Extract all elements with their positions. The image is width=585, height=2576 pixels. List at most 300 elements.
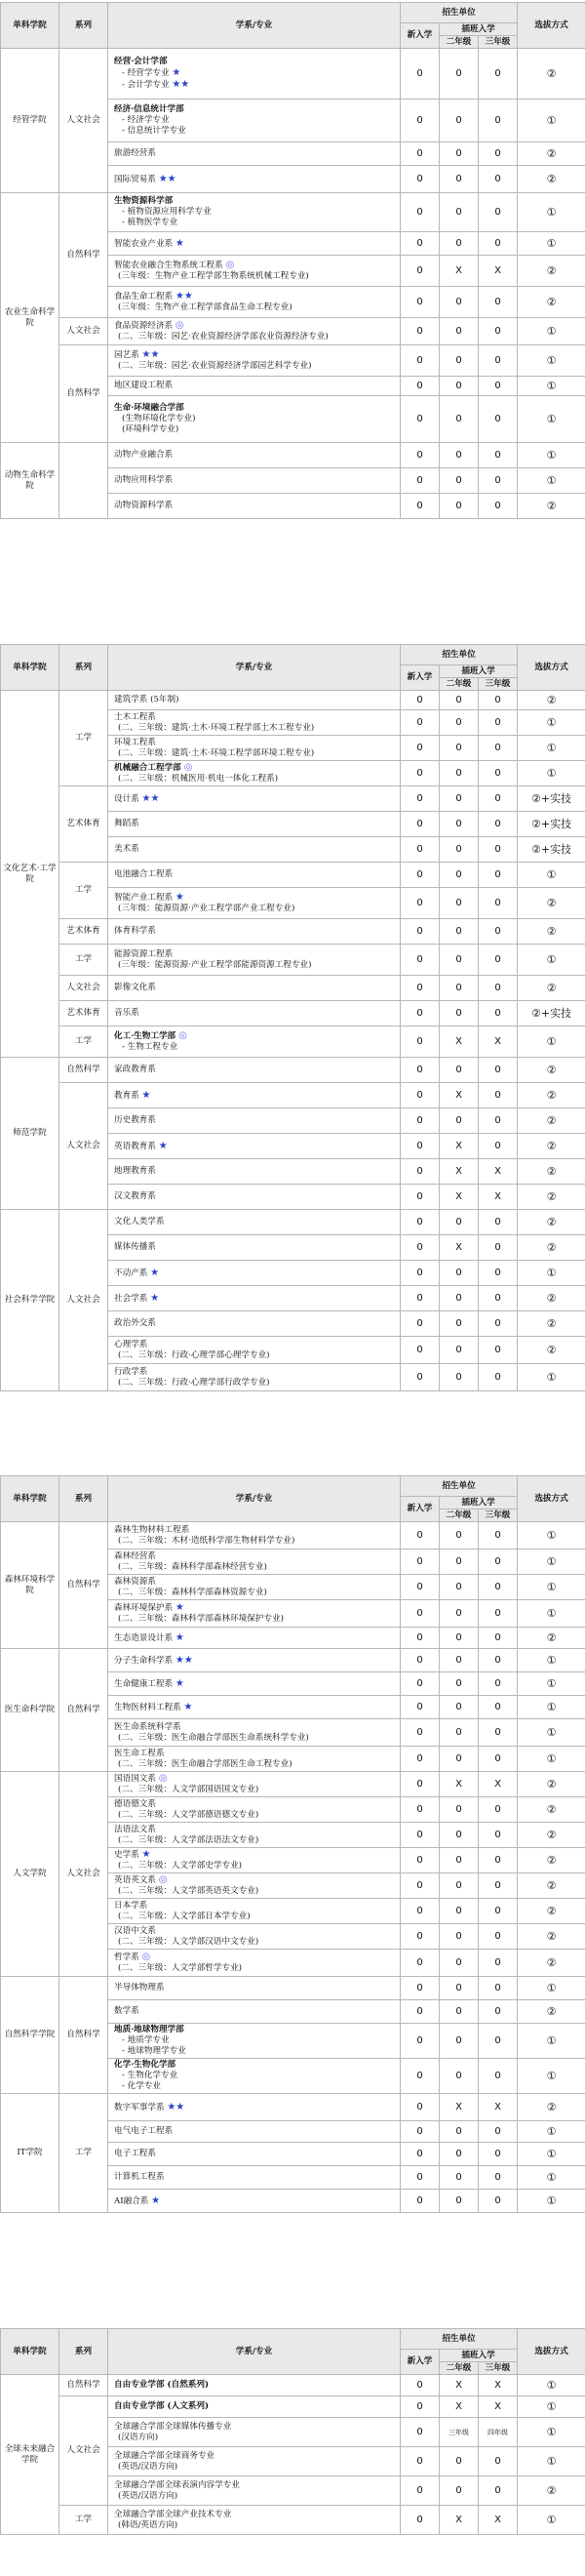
new-entry-value: 0: [401, 287, 440, 318]
school-header: 单科学院: [1, 645, 59, 691]
year2-value: X: [440, 2375, 479, 2396]
new-entry-value: 0: [401, 2166, 440, 2190]
new-entry-header: 新入学: [401, 1497, 440, 1522]
dept-name: [114, 2380, 397, 2391]
dept-cell: [108, 837, 401, 863]
table-row: [1, 2506, 585, 2535]
selection-method: ①: [518, 232, 585, 256]
dept-title: 英语教育系: [114, 1141, 156, 1151]
dept-title: 地理教育系: [114, 1166, 156, 1176]
dept-cell: [108, 1772, 401, 1797]
dept-cell: [108, 1083, 401, 1108]
selection-method: ①: [518, 2190, 585, 2213]
dept-title: 生态造景设计系: [114, 1632, 174, 1643]
admission-table-1: [0, 2, 585, 519]
year3-value: 0: [479, 494, 518, 519]
dept-cell: [108, 1672, 401, 1696]
year2-value: 0: [440, 1977, 479, 2000]
major-line: [114, 2071, 397, 2081]
new-entry-value: 0: [401, 2476, 440, 2506]
dept-cell: [108, 1134, 401, 1159]
year3-value: 0: [479, 1575, 518, 1600]
dept-cell: [108, 2094, 401, 2121]
star-icon: ★: [175, 892, 184, 903]
series-cell: 人文社会: [59, 976, 108, 1001]
major-name: (环境科学专业): [122, 424, 179, 434]
star-icon: ★: [141, 1089, 151, 1101]
dept-name: [114, 1722, 397, 1733]
new-entry-value: 0: [401, 691, 440, 710]
year2-value: X: [440, 1026, 479, 1058]
school-cell: 动物生命科学院: [1, 443, 59, 519]
year2-value: 0: [440, 736, 479, 761]
major-name: - 信息统计学专业: [122, 126, 186, 136]
selection-method: ②: [518, 1108, 585, 1134]
major-line: [114, 115, 397, 126]
dept-title: 电气电子工程系: [114, 2126, 174, 2136]
new-entry-value: 0: [401, 2000, 440, 2024]
year2-value: 0: [440, 2059, 479, 2094]
dept-title: AI融合系: [114, 2195, 149, 2206]
dept-name: [114, 104, 397, 115]
year3-value: 0: [479, 1522, 518, 1550]
double-star-icon: ★★: [141, 792, 160, 804]
year3-value: 四年级: [479, 2418, 518, 2447]
dept-title: 能源资源工程系: [114, 948, 174, 959]
dept-cell: [108, 1848, 401, 1873]
dept-title: 半导体物理系: [114, 1983, 165, 1992]
year3-value: 0: [479, 1747, 518, 1772]
dept-cell: [108, 318, 401, 345]
dept-title: 汉文教育系: [114, 1191, 156, 1201]
year3-value: 0: [479, 1848, 518, 1873]
dept-title: 法语法文系: [114, 1824, 156, 1834]
dept-title: 经营·会计学部: [114, 57, 168, 66]
new-entry-value: 0: [401, 377, 440, 396]
dept-cell: [108, 1364, 401, 1391]
dept-cell: [108, 1977, 401, 2000]
year3-value: X: [479, 2506, 518, 2535]
dept-note: (二、三年级：医生命融合学部医生命工程专业): [118, 1758, 292, 1769]
dept-title: 医生命工程系: [114, 1748, 165, 1758]
year3-value: 0: [479, 100, 518, 142]
star-icon: ★: [151, 2194, 161, 2206]
selection-method: ②: [518, 888, 585, 919]
dept-cell: [108, 396, 401, 443]
dept-cell: [108, 2143, 401, 2166]
selection-method: ①: [518, 2447, 585, 2476]
series-header: 系列: [59, 2329, 108, 2375]
dept-title: 动物应用科学系: [114, 475, 174, 485]
dept-name: [114, 1799, 397, 1810]
year3-value: 0: [479, 345, 518, 377]
year3-value: 0: [479, 2024, 518, 2059]
year2-value: 0: [440, 468, 479, 494]
dept-title: 哲学系: [114, 1952, 139, 1962]
year2-value: 0: [440, 691, 479, 710]
table-row: [1, 345, 585, 377]
star-icon: ★: [175, 1602, 184, 1613]
new-entry-value: 0: [401, 1797, 440, 1823]
new-entry-value: 0: [401, 256, 440, 287]
dept-name: [114, 1926, 397, 1937]
dept-cell: [108, 736, 401, 761]
year3-value: 0: [479, 142, 518, 166]
selection-method: ①: [518, 377, 585, 396]
transfer-header: 插班入学: [440, 2350, 518, 2362]
new-entry-header: 新入学: [401, 665, 440, 691]
table-row: [1, 2375, 585, 2396]
year3-value: X: [479, 2396, 518, 2418]
year3-value: X: [479, 1026, 518, 1058]
year2-value: X: [440, 1134, 479, 1159]
year2-value: 0: [440, 1719, 479, 1747]
dept-cell: [108, 1026, 401, 1058]
selection-method: ②: [518, 1210, 585, 1235]
dept-name: [114, 1551, 397, 1562]
series-header: 系列: [59, 645, 108, 691]
dept-name: [114, 793, 397, 805]
dept-name: [114, 381, 397, 391]
dept-name: [114, 2025, 397, 2035]
year3-value: 0: [479, 318, 518, 345]
dept-title: 自由专业学部 (人文系列): [114, 2401, 210, 2411]
selection-method: ②: [518, 2094, 585, 2121]
new-entry-value: 0: [401, 1001, 440, 1026]
double-star-icon: ★★: [167, 2101, 185, 2113]
new-entry-value: 0: [401, 1235, 440, 1261]
table-row: [1, 919, 585, 945]
major-name: - 经营学专业: [122, 68, 170, 78]
dept-name: [114, 1293, 397, 1305]
year3-value: 0: [479, 945, 518, 976]
year2-value: 0: [440, 318, 479, 345]
selection-method: ①: [518, 710, 585, 736]
selection-method: ①: [518, 1672, 585, 1696]
major-line: [114, 207, 397, 218]
year2-value: 0: [440, 142, 479, 166]
new-entry-value: 0: [401, 1311, 440, 1337]
table-row: [1, 193, 585, 232]
year2-value: 0: [440, 166, 479, 193]
dept-header: 学系/专业: [108, 645, 401, 691]
new-entry-value: 0: [401, 1210, 440, 1235]
dept-title: 历史教育系: [114, 1115, 156, 1125]
table-row: [1, 1083, 585, 1108]
dept-name: [114, 57, 397, 67]
dept-note: (汉语方向): [118, 2432, 159, 2442]
dept-name: [114, 1268, 397, 1279]
year2-header: 二年级: [440, 1509, 479, 1522]
dept-title: 美术系: [114, 844, 139, 854]
year3-value: 0: [479, 1550, 518, 1575]
year2-value: X: [440, 1185, 479, 1210]
dept-name: [114, 1952, 397, 1963]
year2-value: 0: [440, 761, 479, 786]
dept-title: 动物资源科学系: [114, 501, 174, 510]
dept-name: [114, 1702, 397, 1713]
major-line: [114, 424, 397, 435]
dept-name: [114, 2401, 397, 2412]
dept-name: [114, 2149, 397, 2159]
dept-cell: [108, 761, 401, 786]
dept-note: (二、三年级：建筑·土木·环境工程学部土木工程专业): [118, 722, 315, 733]
year2-value: 0: [440, 1823, 479, 1848]
new-entry-value: 0: [401, 1108, 440, 1134]
year2-value: X: [440, 1159, 479, 1185]
star-icon: ★: [158, 1140, 168, 1151]
dept-header: 学系/专业: [108, 3, 401, 49]
dept-name: [114, 1008, 397, 1019]
dept-cell: [108, 919, 401, 945]
selection-method: ②: [518, 1083, 585, 1108]
year3-value: 0: [479, 2143, 518, 2166]
year2-header: 二年级: [440, 2362, 479, 2375]
year3-value: 0: [479, 1337, 518, 1364]
year2-value: 0: [440, 1672, 479, 1696]
new-entry-value: 0: [401, 2396, 440, 2418]
major-line: [114, 2046, 397, 2057]
year3-value: 0: [479, 1108, 518, 1134]
year2-value: 0: [440, 2121, 479, 2143]
dept-cell: [108, 1235, 401, 1261]
dept-title: 生命健康工程系: [114, 1678, 174, 1689]
new-entry-value: 0: [401, 345, 440, 377]
new-entry-value: 0: [401, 1185, 440, 1210]
dept-cell: [108, 1924, 401, 1950]
major-name: - 地质学专业: [122, 2035, 170, 2045]
dept-note: (二、三年级：机械医用·机电一体化工程系): [118, 774, 279, 784]
new-entry-value: 0: [401, 193, 440, 232]
dept-title: 建筑学系 (5年制): [114, 695, 179, 704]
major-name: - 生物工程专业: [122, 1042, 178, 1052]
year2-value: 0: [440, 1600, 479, 1628]
new-entry-value: 0: [401, 1924, 440, 1950]
year2-value: 0: [440, 863, 479, 888]
circle-badge-icon: ◎: [175, 320, 184, 331]
dept-title: 森林经营系: [114, 1550, 156, 1561]
series-cell: 自然科学: [59, 345, 108, 443]
table-row: [1, 49, 585, 100]
year2-header: 二年级: [440, 678, 479, 691]
year2-value: 0: [440, 1899, 479, 1924]
new-entry-value: 0: [401, 2094, 440, 2121]
dept-cell: [108, 1696, 401, 1719]
new-entry-value: 0: [401, 494, 440, 519]
new-entry-value: 0: [401, 2190, 440, 2213]
year2-value: 0: [440, 287, 479, 318]
dept-title: 地区建设工程系: [114, 381, 174, 390]
dept-name: [114, 238, 397, 250]
table-row: [1, 1210, 585, 1235]
units-header: 招生单位: [401, 3, 518, 23]
year3-value: X: [479, 1185, 518, 1210]
series-cell: 人文社会: [59, 2396, 108, 2506]
school-cell: IT学院: [1, 2094, 59, 2213]
dept-title: 全球融合学部全球表演内容学专业: [114, 2479, 240, 2490]
dept-note: (二、三年级：医生命融合学部医生命系统科学专业): [118, 1732, 309, 1743]
dept-cell: [108, 2000, 401, 2024]
circle-badge-icon: ◎: [225, 260, 235, 270]
dept-note: (二、三年级：木材·造纸科学部生物材料学专业): [118, 1535, 295, 1546]
year2-value: 0: [440, 710, 479, 736]
dept-cell: [108, 976, 401, 1001]
year2-value: 0: [440, 1628, 479, 1649]
new-entry-value: 0: [401, 1950, 440, 1977]
year3-value: 0: [479, 1083, 518, 1108]
dept-cell: [108, 786, 401, 812]
new-entry-value: 0: [401, 736, 440, 761]
selection-method: ②: [518, 142, 585, 166]
selection-method: ②: [518, 1337, 585, 1364]
dept-title: 电池融合工程系: [114, 869, 174, 879]
dept-cell: [108, 2121, 401, 2143]
dept-title: 计算机工程系: [114, 2172, 165, 2182]
dept-cell: [108, 1628, 401, 1649]
year3-value: 0: [479, 976, 518, 1001]
dept-note: (二、三年级：人文学部史学专业): [118, 1861, 243, 1871]
selection-method: ②: [518, 2000, 585, 2024]
double-star-icon: ★★: [175, 291, 193, 302]
dept-note: (二、三年级：人文学部国语国文专业): [118, 1785, 259, 1794]
dept-name: [114, 1090, 397, 1102]
dept-name: [114, 869, 397, 880]
dept-cell: [108, 100, 401, 142]
selection-method: ①: [518, 396, 585, 443]
dept-title: 园艺系: [114, 350, 139, 360]
series-cell: 工学: [59, 691, 108, 786]
new-entry-value: 0: [401, 166, 440, 193]
school-cell: 社会科学学院: [1, 1210, 59, 1391]
dept-name: [114, 738, 397, 748]
year2-value: 三年级: [440, 2418, 479, 2447]
year3-value: 0: [479, 919, 518, 945]
selection-method: ②: [518, 1899, 585, 1924]
dept-title: 家政教育系: [114, 1065, 156, 1074]
year2-value: 0: [440, 1550, 479, 1575]
series-cell: 自然科学: [59, 1977, 108, 2094]
new-entry-value: 0: [401, 1550, 440, 1575]
dept-note: (二、三年级：人文学部汉语中文专业): [118, 1936, 259, 1947]
star-icon: ★: [183, 1701, 193, 1712]
dept-cell: [108, 1797, 401, 1823]
star-icon: ★: [175, 1677, 184, 1689]
dept-title: 生物医材料工程系: [114, 1702, 181, 1712]
method-header: 选拔方式: [518, 3, 585, 49]
dept-name: [114, 1874, 397, 1886]
selection-method: ②: [518, 1134, 585, 1159]
dept-note: (英语/汉语方向): [118, 2461, 178, 2472]
dept-name: [114, 1773, 397, 1785]
dept-title: 史学系: [114, 1850, 139, 1860]
dept-cell: [108, 2059, 401, 2094]
series-cell: 人文社会: [59, 1083, 108, 1210]
year3-value: 0: [479, 443, 518, 468]
star-icon: ★: [172, 67, 181, 78]
dept-name: [114, 403, 397, 414]
year3-value: 0: [479, 786, 518, 812]
selection-method: ②+实技: [518, 786, 585, 812]
new-entry-value: 0: [401, 761, 440, 786]
selection-method: ①: [518, 1261, 585, 1286]
new-entry-value: 0: [401, 1600, 440, 1628]
year3-value: 0: [479, 1210, 518, 1235]
dept-cell: [108, 1337, 401, 1364]
dept-title: 数字军事学系: [114, 2102, 165, 2113]
dept-name: [114, 260, 397, 271]
series-header: 系列: [59, 1476, 108, 1522]
dept-title: 地质·地球物理学部: [114, 2025, 184, 2034]
dept-cell: [108, 710, 401, 736]
dept-header: 学系/专业: [108, 1476, 401, 1522]
dept-name: [114, 475, 397, 486]
dept-title: 环境工程系: [114, 737, 156, 747]
dept-title: 全球融合学部全球产业技术专业: [114, 2509, 232, 2519]
dept-name: [114, 148, 397, 159]
new-entry-value: 0: [401, 888, 440, 919]
selection-method: ②+实技: [518, 812, 585, 837]
dept-title: 土木工程系: [114, 711, 156, 722]
double-star-icon: ★★: [172, 79, 190, 90]
year2-value: 0: [440, 1575, 479, 1600]
year2-value: 0: [440, 976, 479, 1001]
new-entry-value: 0: [401, 1719, 440, 1747]
dept-note: (三年级：生物产业工程学部食品生命工程专业): [118, 302, 292, 312]
star-icon: ★: [150, 1267, 160, 1278]
new-entry-value: 0: [401, 919, 440, 945]
star-icon: ★: [175, 1631, 184, 1643]
new-entry-value: 0: [401, 1823, 440, 1848]
selection-method: ①: [518, 1575, 585, 1600]
new-entry-value: 0: [401, 1628, 440, 1649]
dept-note: (二、三年级：森林科学部森林环境保护专业): [118, 1614, 284, 1624]
series-cell: 人文社会: [59, 1210, 108, 1391]
dept-cell: [108, 945, 401, 976]
dept-name: [114, 1577, 397, 1588]
dept-cell: [108, 691, 401, 710]
year3-value: 0: [479, 1696, 518, 1719]
year2-value: 0: [440, 1522, 479, 1550]
new-entry-value: 0: [401, 1083, 440, 1108]
dept-title: 分子生命科学系: [114, 1655, 174, 1666]
dept-note: (二、三年级：人文学部哲学专业): [118, 1963, 243, 1973]
dept-title: 全球融合学部全球媒体传播专业: [114, 2421, 232, 2432]
double-star-icon: ★★: [175, 1654, 193, 1666]
dept-note: (二、三年级：行政·心理学部行政学专业): [118, 1377, 270, 1388]
new-entry-value: 0: [401, 1672, 440, 1696]
dept-title: 智能产业工程系: [114, 893, 174, 903]
selection-method: ②: [518, 1772, 585, 1797]
school-cell: 森林环境科学院: [1, 1522, 59, 1649]
year3-header: 三年级: [479, 1509, 518, 1522]
selection-method: ②: [518, 49, 585, 100]
series-cell: 自然科学: [59, 2375, 108, 2396]
new-entry-value: 0: [401, 837, 440, 863]
year2-value: 0: [440, 1261, 479, 1286]
dept-cell: [108, 2506, 401, 2535]
year2-value: 0: [440, 1058, 479, 1083]
year2-value: X: [440, 2094, 479, 2121]
new-entry-value: 0: [401, 2375, 440, 2396]
dept-title: 森林资源系: [114, 1576, 156, 1587]
year3-value: 0: [479, 1235, 518, 1261]
method-header: 选拔方式: [518, 1476, 585, 1522]
table-row: [1, 1026, 585, 1058]
dept-title: 动物产业融合系: [114, 450, 174, 460]
major-name: - 植物资源应用科学专业: [122, 207, 212, 217]
dept-name: [114, 2195, 397, 2207]
selection-method: ②: [518, 256, 585, 287]
